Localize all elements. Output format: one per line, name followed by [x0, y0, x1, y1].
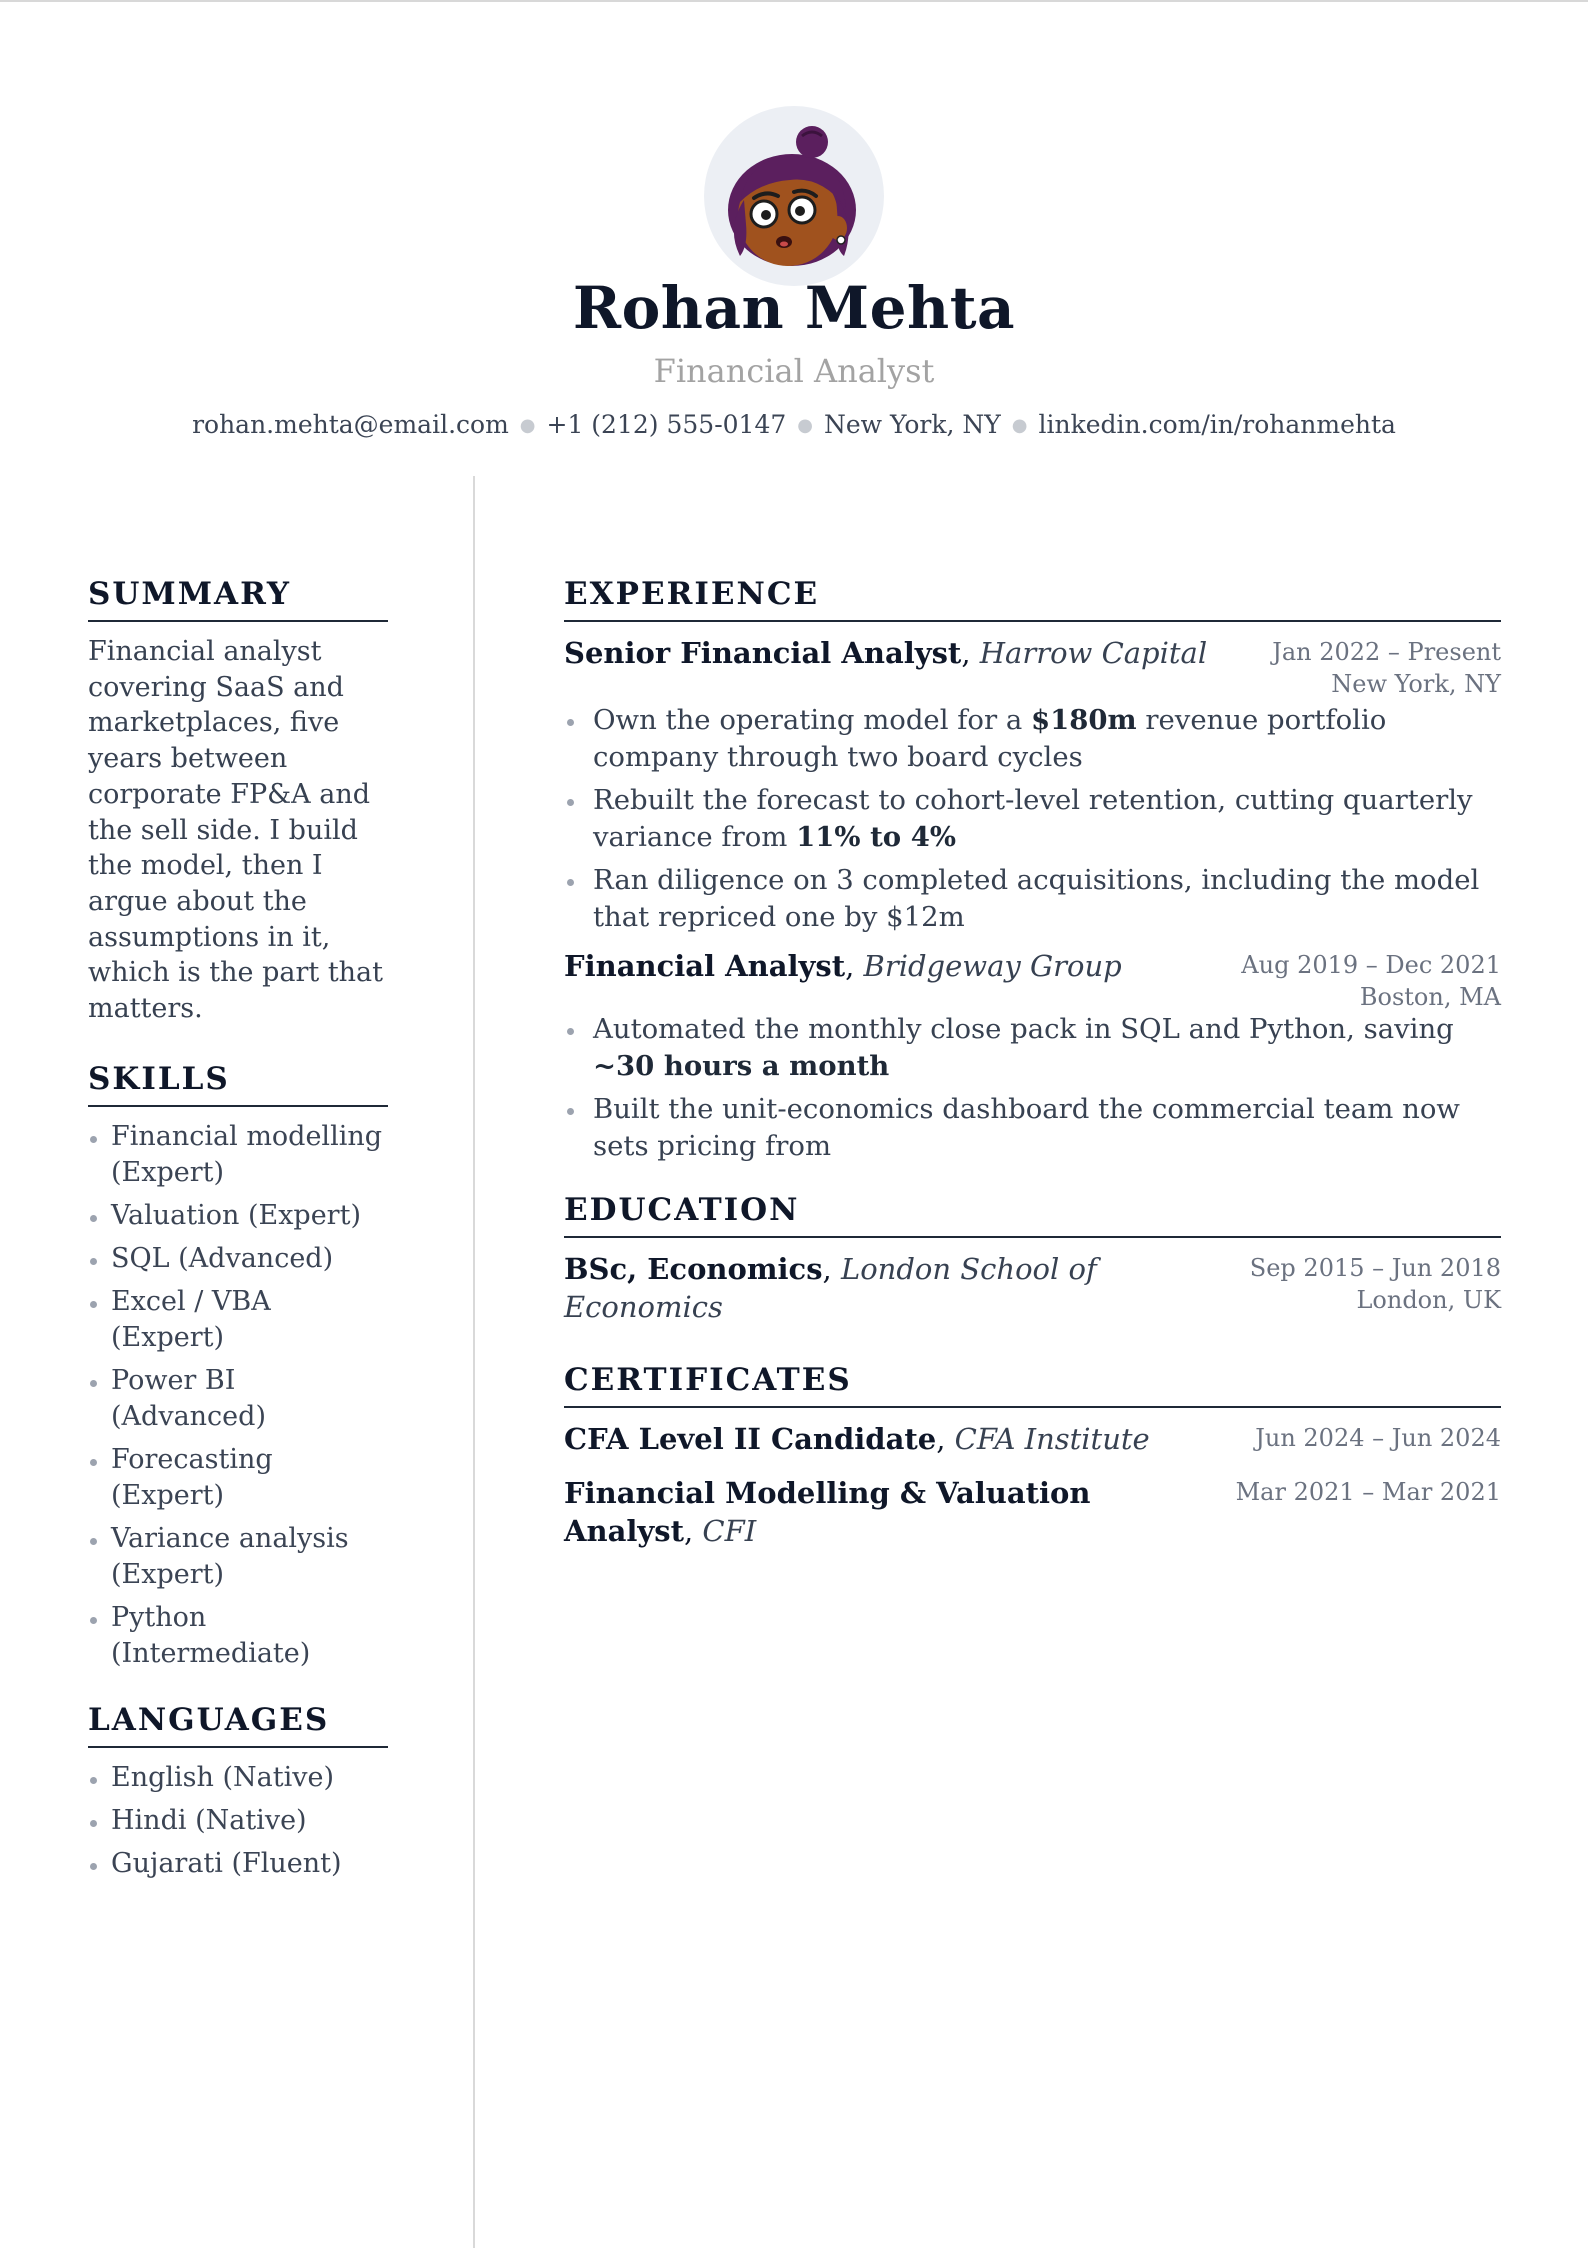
- education-section: [564, 1192, 1501, 1326]
- candidate-name: Rohan Mehta: [572, 274, 1016, 342]
- job-meta: [1272, 634, 1501, 700]
- certificate-title-line: Financial Modelling & Valuation Analyst, CFI: [564, 1476, 1091, 1548]
- education-entry: [564, 1250, 1501, 1326]
- job-bullets: [564, 1011, 1501, 1164]
- languages-section: [88, 1702, 388, 1882]
- job-bullets: [564, 702, 1501, 935]
- certificate-entry: [564, 1474, 1501, 1550]
- education-heading: EDUCATION: [564, 1192, 1501, 1238]
- education-location: London, UK: [1356, 1286, 1501, 1314]
- languages-list: [88, 1760, 388, 1882]
- summary-text: Financial analyst covering SaaS and marketplaces, five years between corporate FP&A and the sell side. I build the model, then I argue about the assumptions in it, which is the part that matters.: [88, 636, 384, 1025]
- contact-email[interactable]: rohan.mehta@email.com: [192, 410, 509, 439]
- education-dates: Sep 2015 – Jun 2018: [1249, 1254, 1501, 1282]
- experience-heading: EXPERIENCE: [564, 576, 1501, 622]
- skill-item: Variance analysis (Expert): [88, 1521, 388, 1593]
- certificate-name: Financial Modelling & Valuation Analyst: [564, 1476, 1091, 1548]
- separator-dot: ●: [797, 415, 813, 436]
- job-dates: Aug 2019 – Dec 2021: [1241, 951, 1501, 979]
- experience-entry: [564, 634, 1501, 935]
- job-dates: Jan 2022 – Present: [1272, 638, 1501, 666]
- experience-section: [564, 576, 1501, 1164]
- job-role: Senior Financial Analyst: [564, 636, 962, 670]
- certificate-name: CFA Level II Candidate: [564, 1422, 937, 1456]
- contact-linkedin[interactable]: linkedin.com/in/rohanmehta: [1038, 410, 1396, 439]
- cartoon-avatar-icon: [704, 106, 884, 286]
- job-bullet: Ran diligence on 3 completed acquisitions, including the model that repriced one by $12m: [564, 862, 1501, 935]
- education-degree: BSc, Economics: [564, 1252, 823, 1286]
- language-item: Gujarati (Fluent): [88, 1846, 388, 1882]
- separator-dot: ●: [1011, 415, 1028, 436]
- job-title-line: Senior Financial Analyst, Harrow Capital: [564, 636, 1208, 670]
- job-bullet: Built the unit-economics dashboard the commercial team now sets pricing from: [564, 1091, 1501, 1164]
- job-meta: [1241, 947, 1501, 1013]
- skills-section: [88, 1061, 388, 1672]
- language-item: English (Native): [88, 1760, 388, 1796]
- right-column: [564, 576, 1501, 1550]
- certificate-dates: Jun 2024 – Jun 2024: [1255, 1424, 1501, 1452]
- skill-item: SQL (Advanced): [88, 1241, 388, 1277]
- contact-line: [0, 410, 1588, 439]
- left-column: [88, 576, 388, 1889]
- education-title-line: BSc, Economics, London School of Economics: [564, 1252, 1097, 1324]
- job-role: Financial Analyst: [564, 949, 846, 983]
- skills-heading: SKILLS: [88, 1061, 388, 1107]
- job-bullet: Own the operating model for a $180m revenue portfolio company through two board cycles: [564, 702, 1501, 775]
- education-school: London School of Economics: [564, 1252, 1097, 1324]
- job-title-line: Financial Analyst, Bridgeway Group: [564, 949, 1122, 983]
- job-company: Harrow Capital: [979, 636, 1208, 670]
- column-divider: [473, 476, 475, 2248]
- skill-item: Power BI (Advanced): [88, 1363, 388, 1435]
- candidate-title: Financial Analyst: [653, 352, 935, 390]
- skill-item: Financial modelling (Expert): [88, 1119, 388, 1191]
- separator-dot: ●: [519, 415, 536, 436]
- job-location: Boston, MA: [1359, 983, 1501, 1011]
- skill-item: Excel / VBA (Expert): [88, 1284, 388, 1356]
- skill-item: Valuation (Expert): [88, 1198, 388, 1234]
- avatar: [704, 106, 884, 286]
- certificate-entry: [564, 1420, 1501, 1458]
- job-location: New York, NY: [1331, 670, 1501, 698]
- job-bullet: Automated the monthly close pack in SQL and Python, saving ~30 hours a month: [564, 1011, 1501, 1084]
- page-top-border: [0, 0, 1588, 2]
- summary-heading: SUMMARY: [88, 576, 388, 622]
- certificate-title-line: CFA Level II Candidate, CFA Institute: [564, 1422, 1150, 1456]
- certificate-issuer: CFA Institute: [954, 1422, 1150, 1456]
- job-bullet: Rebuilt the forecast to cohort-level retention, cutting quarterly variance from 11% to 4%: [564, 782, 1501, 855]
- job-company: Bridgeway Group: [863, 949, 1122, 983]
- certificate-issuer: CFI: [702, 1514, 757, 1548]
- summary-section: [88, 576, 388, 1027]
- experience-entry: [564, 947, 1501, 1164]
- certificates-heading: CERTIFICATES: [564, 1362, 1501, 1408]
- contact-phone[interactable]: +1 (212) 555-0147: [546, 410, 787, 439]
- language-item: Hindi (Native): [88, 1803, 388, 1839]
- skill-item: Python (Intermediate): [88, 1600, 388, 1672]
- certificate-dates: Mar 2021 – Mar 2021: [1235, 1478, 1501, 1506]
- languages-heading: LANGUAGES: [88, 1702, 388, 1748]
- certificates-section: [564, 1362, 1501, 1550]
- contact-location: New York, NY: [823, 410, 1001, 439]
- skills-list: [88, 1119, 388, 1672]
- skill-item: Forecasting (Expert): [88, 1442, 388, 1514]
- education-meta: [1250, 1250, 1501, 1316]
